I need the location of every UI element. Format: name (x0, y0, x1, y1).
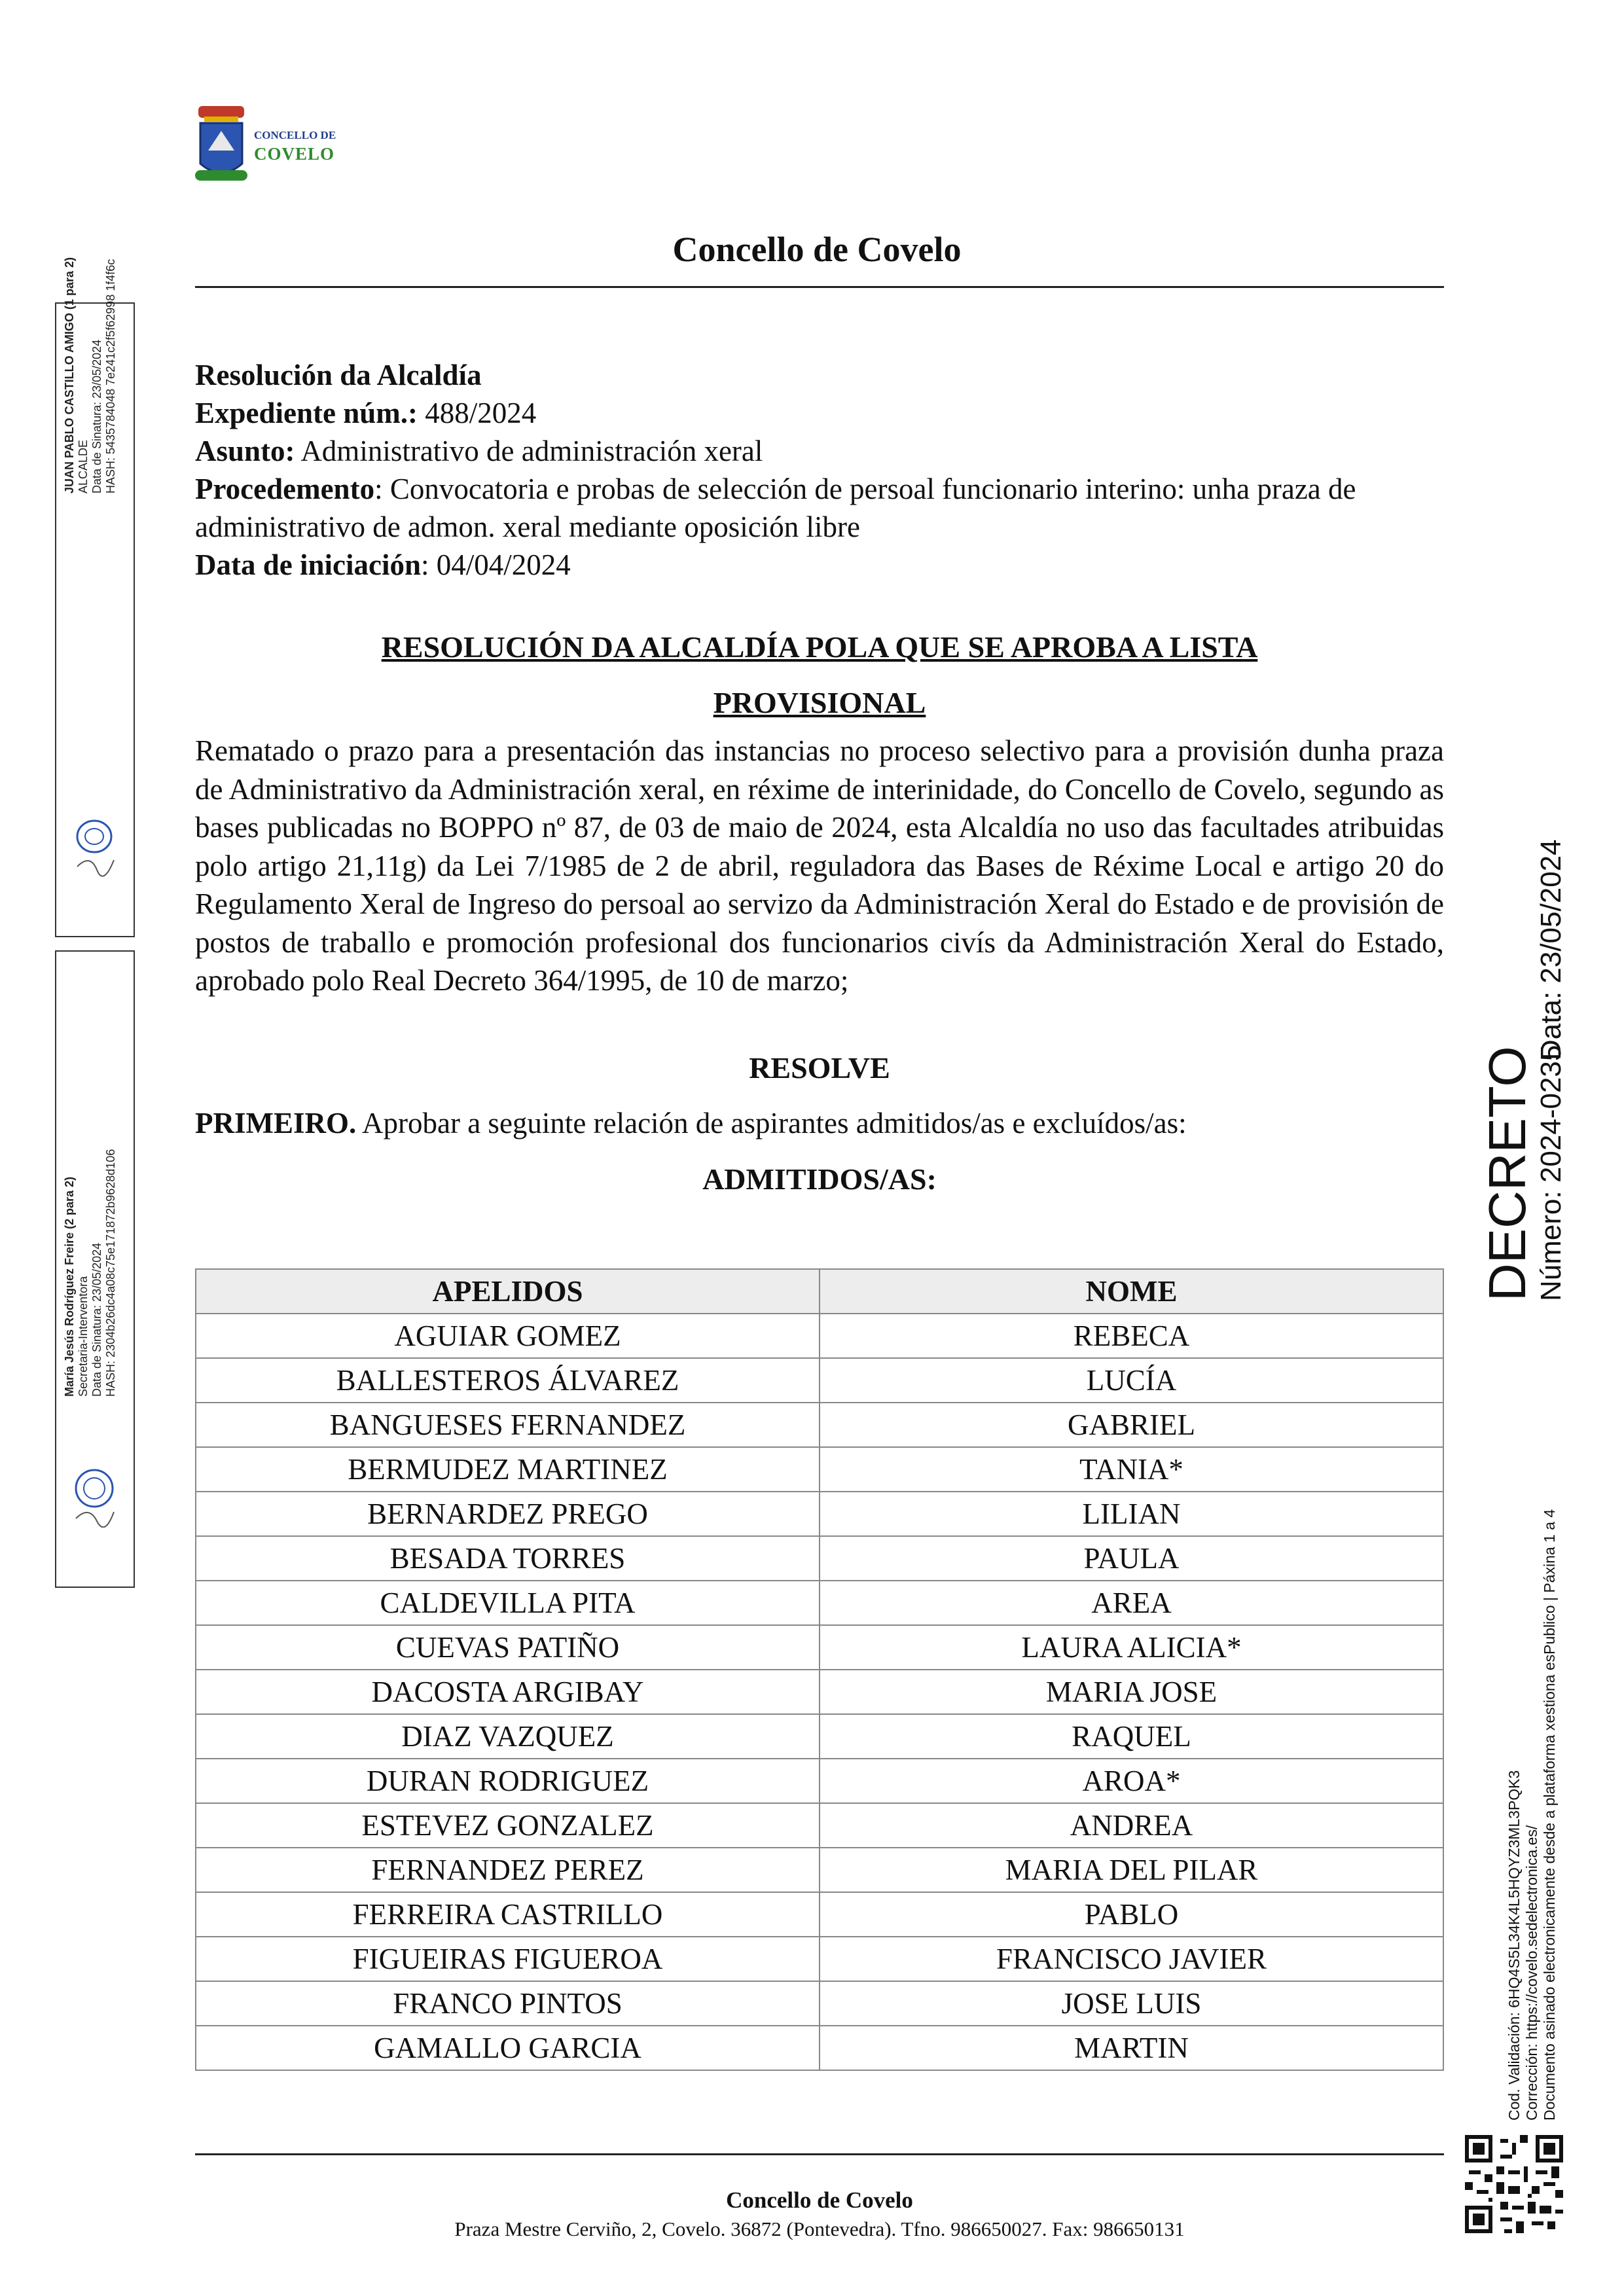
table-row (196, 1447, 1443, 1492)
cell-nome: RAQUEL (820, 1714, 1443, 1759)
cell-apelidos: GAMALLO GARCIA (196, 2026, 820, 2070)
expediente-line (195, 394, 1444, 432)
cell-nome: PABLO (820, 1892, 1443, 1937)
footer-name: Concello de Covelo (726, 2187, 913, 2213)
data-iniciacion-label: Data de iniciación (195, 548, 421, 581)
cell-nome: PAULA (820, 1536, 1443, 1581)
signature-box-2 (55, 950, 135, 1588)
table-row (196, 1492, 1443, 1536)
signature-1-seal-icon (71, 814, 118, 880)
cell-apelidos: FERREIRA CASTRILLO (196, 1892, 820, 1937)
verification-url: Corrección: https://covelo.sedelectronica.es/ (1523, 1825, 1540, 2121)
footer-address: Praza Mestre Cerviño, 2, Covelo. 36872 (Pontevedra). Tfno. 986650027. Fax: 986650131 (454, 2217, 1185, 2240)
signature-2-date: Data de Sinatura: 23/05/2024 (90, 1242, 103, 1397)
table-row (196, 1848, 1443, 1892)
admitted-table (195, 1268, 1444, 2071)
validation-info (1506, 1509, 1559, 2121)
signature-1-date: Data de Sinatura: 23/05/2024 (90, 339, 103, 493)
column-header-nome: NOME (820, 1269, 1443, 1314)
cell-apelidos: BESADA TORRES (196, 1536, 820, 1581)
cell-nome: LUCÍA (820, 1358, 1443, 1403)
cell-apelidos: BERNARDEZ PREGO (196, 1492, 820, 1536)
signature-2-hash: HASH: 2304b26dc4a08c75e171872b9628d106 (104, 1149, 117, 1397)
table-header-row (196, 1269, 1443, 1314)
footer-divider (195, 2153, 1444, 2155)
cell-nome: MARIA DEL PILAR (820, 1848, 1443, 1892)
admitidos-heading: ADMITIDOS/AS: (702, 1162, 937, 1196)
cell-nome: MARTIN (820, 2026, 1443, 2070)
table-row (196, 2026, 1443, 2070)
header-title: Concello de Covelo (672, 230, 962, 269)
cell-nome: GABRIEL (820, 1403, 1443, 1447)
primeiro-line (195, 1106, 1444, 1140)
header-divider (195, 286, 1444, 288)
table-row (196, 1403, 1443, 1447)
asunto-value: Administrativo de administración xeral (295, 435, 763, 467)
table-row (196, 1937, 1443, 1981)
signature-1-role: ALCALDE (77, 439, 90, 493)
table-row (196, 1358, 1443, 1403)
cell-nome: ANDREA (820, 1803, 1443, 1848)
resolution-heading (195, 619, 1444, 730)
cell-apelidos: FERNANDEZ PEREZ (196, 1848, 820, 1892)
document-note: Documento asinado electronicamente desde a plataforma xestiona esPublico | Páxina 1 a 4 (1541, 1509, 1558, 2121)
expediente-value: 488/2024 (418, 397, 537, 429)
procedemento-line (195, 470, 1444, 546)
resolve-heading: RESOLVE (749, 1051, 890, 1085)
cell-apelidos: ESTEVEZ GONZALEZ (196, 1803, 820, 1848)
signature-1-name: JUAN PABLO CASTILLO AMIGO (1 para 2) (63, 257, 76, 493)
cell-apelidos: DURAN RODRIGUEZ (196, 1759, 820, 1803)
cell-apelidos: DIAZ VAZQUEZ (196, 1714, 820, 1759)
signature-1-text (63, 257, 118, 493)
cell-nome: REBECA (820, 1314, 1443, 1358)
cell-nome: LILIAN (820, 1492, 1443, 1536)
cell-nome: FRANCISCO JAVIER (820, 1937, 1443, 1981)
table-row (196, 1670, 1443, 1714)
cell-apelidos: BANGUESES FERNANDEZ (196, 1403, 820, 1447)
cell-apelidos: FRANCO PINTOS (196, 1981, 820, 2026)
table-row (196, 1892, 1443, 1937)
heading-line2: PROVISIONAL (713, 686, 926, 719)
cell-nome: TANIA* (820, 1447, 1443, 1492)
table-row (196, 1314, 1443, 1358)
signature-2-role: Secretaria-Interventora (77, 1276, 90, 1397)
logo-line2: COVELO (254, 144, 335, 164)
table-row (196, 1581, 1443, 1625)
data-iniciacion-line (195, 546, 1444, 584)
cell-nome: LAURA ALICIA* (820, 1625, 1443, 1670)
table-body (196, 1314, 1443, 2070)
cell-apelidos: FIGUEIRAS FIGUEROA (196, 1937, 820, 1981)
body-paragraph: Rematado o prazo para a presentación das instancias no proceso selectivo para a provisión dunha praza de Administrativo da Administración xeral, en réxime de interinidade, do Concello de Covelo, segundo as bases publicadas no BOPPO nº 87, de 03 de maio de 2024, esta Alcaldía no uso das facultades atribuidas polo artigo 21,11g) da Lei 7/1985 de 2 de abril, reguladora das Bases de Réxime Local e artigo 20 do Regulamento Xeral de Ingreso do persoal ao servizo da Administración Xeral do Estado e de provisión de postos de traballo e promoción profesional dos funcionarios civís da Administración Xeral do Estado, aprobado polo Real Decreto 364/1995, de 10 de marzo; (195, 734, 1444, 997)
table-row (196, 1759, 1443, 1803)
decreto-date: Data: 23/05/2024 (1535, 839, 1567, 1060)
table-row (196, 1981, 1443, 2026)
procedemento-value: : Convocatoria e probas de selección de persoal funcionario interino: unha praza de administrativo de admon. xeral mediante oposición libre (195, 473, 1356, 543)
table-row (196, 1714, 1443, 1759)
signature-box-1 (55, 257, 135, 937)
signature-2-seal-icon (71, 1462, 118, 1528)
cell-nome: AROA* (820, 1759, 1443, 1803)
table-row (196, 1536, 1443, 1581)
expediente-label: Expediente núm.: (195, 397, 418, 429)
primeiro-label: PRIMEIRO. (195, 1107, 357, 1139)
cell-apelidos: CUEVAS PATIÑO (196, 1625, 820, 1670)
resolution-label: Resolución da Alcaldía (195, 359, 482, 391)
table-row (196, 1803, 1443, 1848)
cell-nome: AREA (820, 1581, 1443, 1625)
validation-code: Cod. Validación: 6HQ4S5L34K4L5HQYZ3ML3PQK3 (1506, 1770, 1523, 2121)
cell-nome: JOSE LUIS (820, 1981, 1443, 2026)
asunto-label: Asunto: (195, 435, 295, 467)
logo-line1: CONCELLO DE (254, 129, 336, 141)
heading-line1: RESOLUCIÓN DA ALCALDÍA POLA QUE SE APROBA A LISTA (381, 630, 1258, 664)
signature-2-text (63, 1149, 118, 1397)
column-header-apelidos: APELIDOS (196, 1269, 820, 1314)
cell-apelidos: BALLESTEROS ÁLVAREZ (196, 1358, 820, 1403)
signature-2-name: María Jesús Rodríguez Freire (2 para 2) (63, 1176, 76, 1397)
cell-apelidos: BERMUDEZ MARTINEZ (196, 1447, 820, 1492)
decreto-number: Número: 2024-0235 (1535, 1045, 1567, 1301)
procedemento-label: Procedemento (195, 473, 375, 505)
table-row (196, 1625, 1443, 1670)
primeiro-text: Aprobar a seguinte relación de aspirantes admitidos/as e excluídos/as: (356, 1107, 1187, 1139)
cell-nome: MARIA JOSE (820, 1670, 1443, 1714)
decreto-label: DECRETO (1478, 1046, 1536, 1301)
qr-code-icon (1465, 2135, 1563, 2233)
signature-1-hash: HASH: 5435784048 7e241c2f5f62998 1f4f6c (104, 259, 117, 493)
cell-apelidos: CALDEVILLA PITA (196, 1581, 820, 1625)
data-iniciacion-value: : 04/04/2024 (421, 548, 571, 581)
asunto-line (195, 432, 1444, 470)
cell-apelidos: DACOSTA ARGIBAY (196, 1670, 820, 1714)
cell-apelidos: AGUIAR GOMEZ (196, 1314, 820, 1358)
